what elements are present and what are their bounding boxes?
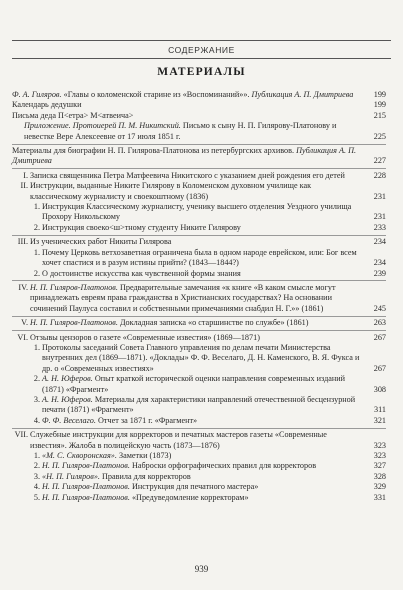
toc-entry[interactable] bbox=[12, 318, 386, 328]
toc-entry-page: 234 bbox=[373, 237, 386, 247]
toc-entry-author: Н. П. Гиляров-Платонов. bbox=[42, 461, 130, 471]
toc-entry-number: 2. bbox=[33, 222, 40, 232]
toc-entry-page: 231 bbox=[373, 212, 386, 222]
page-number: 939 bbox=[194, 564, 209, 574]
toc-entry-author2: Протоиерей П. М. Никитский. bbox=[72, 121, 181, 131]
toc-entry[interactable] bbox=[12, 111, 386, 121]
toc-entry-title bbox=[42, 451, 364, 461]
toc-entry-text: «Главы о коломенской старине из «Воспоминаний»». bbox=[61, 90, 252, 99]
toc-entry[interactable] bbox=[12, 248, 386, 269]
toc-entry-author: Н. П. Гиляров-Платонов. bbox=[42, 482, 130, 492]
toc-entry[interactable] bbox=[12, 100, 386, 110]
toc-entry-page: 263 bbox=[373, 318, 386, 328]
toc-entry-number: 4. bbox=[33, 482, 40, 492]
toc-entry-text: Заметки (1873) bbox=[116, 451, 172, 460]
toc-entry-title bbox=[42, 269, 364, 279]
toc-entry-number: III. bbox=[17, 237, 28, 247]
toc-entry[interactable] bbox=[12, 430, 386, 451]
toc-separator bbox=[12, 280, 386, 281]
toc-entry-page: 329 bbox=[373, 482, 386, 492]
toc-entry-page: 215 bbox=[373, 110, 386, 120]
toc-entry[interactable] bbox=[12, 451, 386, 461]
toc-entry-text: О достоинстве искусства как чувственной формы знания bbox=[42, 268, 241, 278]
toc-entry[interactable] bbox=[12, 461, 386, 471]
toc-entry-author: Ф. А. Гиляров. bbox=[12, 90, 62, 99]
toc-entry[interactable] bbox=[12, 171, 386, 181]
toc-entry-text: Материалы для характеристики направлений отечественной бесцензурной печати (1871) «Фрагмент» bbox=[42, 394, 356, 415]
toc-entry[interactable] bbox=[12, 237, 386, 247]
toc-entry-text: Инструкция для печатного мастера» bbox=[129, 482, 259, 492]
toc-entry[interactable] bbox=[12, 146, 386, 167]
toc-entry-author: А. Н. Юферов. bbox=[42, 374, 93, 384]
toc-entry-number: 4. bbox=[33, 415, 40, 425]
toc-entry-text: Календарь дедушки bbox=[12, 100, 82, 110]
toc-entry-title bbox=[42, 223, 364, 233]
toc-entry-title bbox=[30, 181, 364, 202]
toc-entry-number: 1. bbox=[33, 202, 40, 212]
toc-entry-page: 199 bbox=[373, 90, 386, 99]
toc-entry[interactable] bbox=[12, 202, 386, 223]
toc-entry-author2: Публикация А. П. Дмитриева bbox=[251, 90, 354, 99]
toc-entry[interactable] bbox=[12, 343, 386, 374]
toc-entry-text: Докладная записка «о старшинстве по службе» (1861) bbox=[117, 318, 309, 328]
toc-entry-title bbox=[30, 318, 364, 328]
toc-entry-text: Письма деда П<етра> М<атвеича> bbox=[12, 110, 134, 120]
header-rule-bottom bbox=[12, 58, 391, 59]
toc-entry-page: 327 bbox=[373, 461, 386, 471]
toc-entry-title bbox=[42, 202, 364, 223]
running-header: СОДЕРЖАНИЕ bbox=[168, 45, 235, 55]
toc-entry-title bbox=[30, 171, 364, 181]
toc-entry-author: Приложение. bbox=[24, 121, 71, 131]
toc-entry-text: Материалы для биографии Н. П. Гилярова-Платонова из петербургских архивов. bbox=[12, 146, 297, 156]
toc-entry-page: 323 bbox=[373, 440, 386, 450]
toc-entry-number: 3. bbox=[33, 394, 40, 404]
toc-entry-text: Отчет за 1871 г. «Фрагмент» bbox=[95, 415, 198, 425]
toc-entry-page: 228 bbox=[373, 170, 386, 180]
toc-entry-title bbox=[30, 333, 364, 343]
toc-entry-text: Из ученических работ Никиты Гилярова bbox=[30, 237, 172, 247]
toc-entry-number: 1. bbox=[33, 451, 40, 460]
toc-separator bbox=[12, 168, 386, 169]
toc-entry-title bbox=[42, 374, 364, 395]
toc-entry[interactable] bbox=[12, 121, 386, 142]
toc-entry-title bbox=[12, 100, 364, 110]
toc-entry-page: 227 bbox=[373, 156, 386, 166]
toc-entry-page: 267 bbox=[373, 363, 386, 373]
toc-entry[interactable] bbox=[12, 90, 386, 100]
toc-entry-page: 311 bbox=[374, 405, 386, 415]
toc-entry-number: V. bbox=[21, 318, 28, 328]
toc-entry-number: 5. bbox=[33, 492, 40, 502]
toc-entry[interactable] bbox=[12, 472, 386, 482]
toc-entry-title bbox=[12, 90, 364, 100]
toc-entry-title bbox=[42, 395, 364, 416]
toc-entry-text: Инструкции, выданные Никите Гилярову в Коломенском духовном училище как классическому журналисту и своекоштному (1836) bbox=[30, 181, 312, 201]
toc-entry-number: 2. bbox=[33, 374, 40, 384]
toc-entry-author: Ф. Ф. Веселаго. bbox=[42, 415, 96, 425]
toc-separator bbox=[12, 235, 386, 236]
toc-entry-page: 328 bbox=[373, 471, 386, 481]
table-of-contents bbox=[12, 90, 386, 503]
toc-entry-title bbox=[12, 111, 364, 121]
toc-entry-title bbox=[42, 472, 364, 482]
toc-entry-page: 308 bbox=[373, 384, 386, 394]
toc-entry-page: 239 bbox=[373, 268, 386, 278]
toc-entry-text: Предварительные замечания «к книге «В каком смысле могут принадлежать евреям права гражданства в Христианских государствах? На основании сочинений Паулуса составил и собственными примечаниями снабдил Н. Г.»» (1861) bbox=[30, 282, 336, 313]
toc-entry-author: Н. П. Гиляров-Платонов. bbox=[42, 492, 130, 502]
toc-entry-author: «М. С. Скворонская». bbox=[42, 451, 117, 460]
toc-entry-text: Наброски орфографических правил для корректоров bbox=[129, 461, 317, 471]
toc-entry-number: VII. bbox=[14, 430, 28, 440]
toc-entry-title bbox=[12, 146, 364, 167]
toc-entry-author: А. Н. Юферов. bbox=[42, 394, 93, 404]
toc-entry[interactable] bbox=[12, 333, 386, 343]
toc-entry-text: «Предуведомление корректорам» bbox=[129, 492, 249, 502]
toc-entry-text: Инструкция своеко<ш>тному студенту Никите Гилярову bbox=[42, 222, 241, 232]
toc-entry-text: Служебные инструкции для корректоров и печатных мастеров газеты «Современные известия». Жалоба в полицейскую часть (1873—1876) bbox=[30, 430, 327, 450]
toc-entry-author: Н. П. Гиляров-Платонов. bbox=[30, 318, 118, 328]
toc-entry-page: 231 bbox=[373, 191, 386, 201]
toc-entry-number: 2. bbox=[33, 461, 40, 471]
toc-entry[interactable] bbox=[12, 269, 386, 279]
toc-entry-title bbox=[30, 237, 364, 247]
toc-separator bbox=[12, 144, 386, 145]
toc-entry[interactable] bbox=[12, 223, 386, 233]
toc-separator bbox=[12, 316, 386, 317]
toc-entry-number: II. bbox=[20, 181, 28, 191]
toc-entry-number: I. bbox=[23, 170, 28, 180]
toc-entry-title bbox=[42, 248, 364, 269]
toc-entry-title bbox=[42, 461, 364, 471]
toc-entry-title bbox=[42, 343, 364, 374]
toc-entry-author: «Н. П. Гиляров». bbox=[42, 471, 100, 481]
toc-entry-page: 331 bbox=[373, 492, 386, 502]
toc-entry-author: Н. П. Гиляров-Платонов. bbox=[30, 282, 118, 292]
toc-entry-text: Инструкция Классическому журналисту, ученику высшего отделения Уездного училища Прохору Никольскому bbox=[42, 202, 352, 222]
toc-entry-text: Почему Церковь ветхозаветная ограничена была в одном народе еврейском, или: Бог всем хочет спастися и в разум истины прийти? (1843—1844?) bbox=[42, 247, 357, 268]
toc-entry[interactable] bbox=[12, 283, 386, 314]
toc-entry-number: 1. bbox=[33, 247, 40, 257]
toc-entry-page: 233 bbox=[373, 222, 386, 232]
toc-entry-text: Опыт краткой исторической оценки направления современных изданий (1871) «Фрагмент» bbox=[42, 374, 346, 394]
toc-entry-text: Записка священника Петра Матфеевича Никитского с указанием дней рождения его детей bbox=[30, 170, 345, 180]
toc-entry-number: IV. bbox=[18, 282, 28, 292]
toc-entry-page: 245 bbox=[373, 303, 386, 313]
toc-entry[interactable] bbox=[12, 395, 386, 416]
toc-separator bbox=[12, 428, 386, 429]
toc-entry-number: 2. bbox=[33, 268, 40, 278]
toc-entry[interactable] bbox=[12, 482, 386, 492]
toc-entry[interactable] bbox=[12, 416, 386, 426]
toc-entry-text: Отзывы цензоров о газете «Современные известия» (1869—1871) bbox=[30, 332, 260, 342]
toc-separator bbox=[12, 330, 386, 331]
toc-entry-title bbox=[42, 482, 364, 492]
toc-entry-page: 234 bbox=[373, 258, 386, 268]
toc-entry[interactable] bbox=[12, 374, 386, 395]
toc-entry[interactable] bbox=[12, 181, 386, 202]
toc-entry[interactable] bbox=[12, 493, 386, 503]
header-rule-top bbox=[12, 40, 391, 41]
toc-entry-text: Протоколы заседаний Совета Главного управления по делам печати Министерства внутренних дел (1869—1871). «Доклады» Ф. Ф. Веселаго, Д. Н. Каменского, В. Я. Фукса и др. о «Современных известиях» bbox=[42, 342, 360, 373]
toc-entry-page: 225 bbox=[373, 131, 386, 141]
section-title: МАТЕРИАЛЫ bbox=[157, 66, 246, 78]
toc-entry-page: 267 bbox=[373, 332, 386, 342]
toc-entry-text: Правила для корректоров bbox=[99, 471, 191, 481]
toc-entry-author2: Публикация А. П. Дмитриева bbox=[12, 146, 357, 166]
toc-entry-text2: Письмо к сыну Н. П. Гилярову-Платонову и невестке Вере Алексеевне от 17 июля 1851 г. bbox=[24, 121, 337, 141]
toc-entry-number: 3. bbox=[33, 471, 40, 481]
toc-entry-page: 323 bbox=[373, 451, 386, 460]
toc-entry-title bbox=[24, 121, 364, 142]
toc-entry-page: 321 bbox=[373, 415, 386, 425]
toc-entry-number: VI. bbox=[17, 332, 28, 342]
toc-entry-page: 199 bbox=[373, 100, 386, 110]
toc-entry-title bbox=[42, 416, 364, 426]
toc-entry-title bbox=[42, 493, 364, 503]
toc-entry-number: 1. bbox=[33, 342, 40, 352]
toc-entry-title bbox=[30, 430, 364, 451]
toc-entry-title bbox=[30, 283, 364, 314]
